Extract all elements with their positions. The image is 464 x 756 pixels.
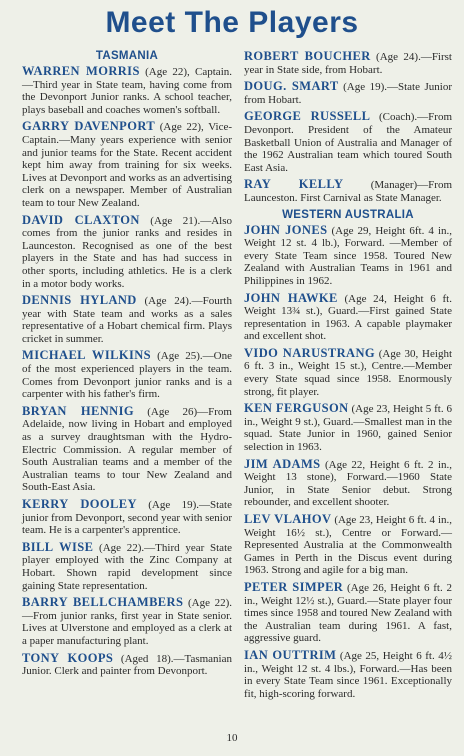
- player-description: (Age 22), Captain.—Third year in State team, having come from the Devonport Junior ranks. A school teacher, plays baseball and coaches women's softball.: [22, 66, 232, 116]
- player-description: (Age 19).—State Junior from Hobart.: [244, 81, 452, 106]
- player-entry: [244, 50, 452, 76]
- player-name: KERRY DOOLEY: [22, 497, 137, 511]
- player-entry: [244, 292, 452, 343]
- player-name: KEN FERGUSON: [244, 401, 349, 416]
- player-description: (Age 26, Height 6 ft. 2 in., Weight 12½ st.), Guard.—State player four times since 1958 and toured New Zealand with the Australian team during 1961. A fast, aggressive guard.: [244, 581, 452, 645]
- player-name: DENNIS HYLAND: [22, 293, 137, 308]
- player-entry: [22, 349, 232, 400]
- player-description: (Age 25).—One of the most experienced players in the team. Comes from Devonport junior ranks and is a carpenter with his father's firm.: [22, 350, 232, 401]
- player-name: RAY KELLY: [244, 177, 344, 192]
- player-description: (Aged 18).—Tasmanian Junior. Clerk and painter from Devonport.: [22, 652, 232, 678]
- player-entry: [22, 498, 232, 537]
- player-entry: [22, 120, 232, 209]
- player-description: (Age 24, Height 6 ft. Weight 13¾ st.), Guard.—First gained State representation in 1963. A capable playmaker and excellent shot.: [244, 292, 452, 343]
- player-name: WARREN MORRIS: [22, 64, 140, 78]
- player-name: JIM ADAMS: [244, 456, 321, 471]
- player-entry: [244, 110, 452, 174]
- player-name: IAN OUTTRIM: [244, 647, 337, 662]
- player-entry: [244, 178, 452, 204]
- player-name: VIDO NARUSTRANG: [244, 345, 375, 360]
- player-entry: [22, 405, 232, 494]
- player-entry: [244, 581, 452, 645]
- player-description: (Age 26)—From Adelaide, now living in Hobart and employed as a survey draughtsman with the Hydro-Electric Commission. A regular member of South Australian teams and a member of the Australian teams to tour New Zealand and South-East Asia.: [22, 405, 232, 494]
- player-entry: [244, 224, 452, 288]
- tasmania-officials-list: [244, 50, 452, 205]
- player-name: BARRY BELLCHAMBERS: [22, 595, 184, 610]
- player-entry: [22, 294, 232, 345]
- player-description: (Coach).—From Devonport. President of the Amateur Basketball Union of Australia and Manager of the 1962 Australian team which toured South East Asia.: [244, 111, 452, 174]
- player-entry: [244, 649, 452, 700]
- player-name: BILL WISE: [22, 539, 94, 554]
- player-entry: [244, 402, 452, 453]
- player-entry: [244, 80, 452, 106]
- player-name: ROBERT BOUCHER: [244, 49, 371, 63]
- player-name: JOHN JONES: [244, 222, 328, 237]
- player-name: MICHAEL WILKINS: [22, 348, 151, 363]
- player-description: (Age 23, Height 5 ft. 6 in., Weight 9 st.), Guard.—Smallest man in the squad. State Junior in 1960, gained Senior selection in 1963.: [244, 403, 452, 454]
- player-description: (Age 22).—From junior ranks, first year in State senior. Lives at Ulverstone and employed as a clerk at a paper manufacturing plant.: [22, 597, 232, 647]
- left-column: [22, 50, 232, 682]
- player-description: (Age 25, Height 6 ft. 4½ in., Weight 12 st. 4 lbs.), Forward.—Has been in every State Team since 1961. Exceptionally fit, high-scoring forward.: [244, 649, 452, 700]
- page-title: Meet The Players: [105, 6, 359, 39]
- player-name: JOHN HAWKE: [244, 290, 338, 305]
- player-entry: [22, 652, 232, 678]
- player-name: GEORGE RUSSELL: [244, 109, 371, 124]
- player-entry: [244, 458, 452, 509]
- player-description: (Manager)—From Launceston. First Carnival as State Manager.: [244, 179, 452, 204]
- player-name: TONY KOOPS: [22, 650, 114, 665]
- player-entry: [22, 541, 232, 592]
- player-name: DOUG. SMART: [244, 79, 339, 94]
- section-heading-western-australia: WESTERN AUSTRALIA: [282, 208, 414, 221]
- western-australia-player-list: [244, 224, 452, 701]
- player-description: (Age 23, Height 6 ft. 4 in., Weight 16½ st.), Centre or Forward.—Represented Australia at the Commonwealth Games in Perth in the Discus event during 1963. Strong and agile for a big man.: [244, 514, 452, 577]
- player-entry: [244, 513, 452, 577]
- player-description: (Age 24).—First year in State side, from Hobart.: [244, 51, 452, 76]
- player-entry: [22, 65, 232, 116]
- tasmania-player-list: [22, 65, 232, 678]
- player-description: (Age 24).—Fourth year with State team and works as a sales representative of a Hobart chemical firm. Plays cricket in summer.: [22, 295, 232, 345]
- player-name: BRYAN HENNIG: [22, 403, 134, 418]
- player-name: GARRY DAVENPORT: [22, 119, 156, 134]
- player-name: DAVID CLAXTON: [22, 212, 140, 227]
- player-description: (Age 22).—Third year State player employed with the Zinc Company at Hobart. Shown rapid development since gaining State representation.: [22, 541, 233, 592]
- player-description: (Age 22, Height 6 ft. 2 in., Weight 13 stone), Forward.—1960 State Junior, in State Senior debut. Strong rebounder, and excellent shooter.: [244, 458, 452, 509]
- player-description: (Age 19).—State junior from Devonport, second year with senior team. He is a carpenter's apprentice.: [22, 499, 232, 537]
- right-column: [244, 50, 452, 704]
- player-entry: [244, 347, 452, 398]
- page-number: 10: [226, 732, 238, 744]
- player-description: (Age 29, Height 6ft. 4 in., Weight 12 st. 4 lb.), Forward. —Member of every State Team since 1958. Toured New Zealand with Australian Teams in 1961 and Philippines in 1962.: [244, 224, 453, 287]
- player-name: LEV VLAHOV: [244, 512, 332, 526]
- player-description: (Age 30, Height 6 ft. 3 in., Weight 15 st.), Centre.—Member every State squad since 1958. Enormously strong, fit player.: [244, 347, 452, 398]
- player-description: (Age 22), Vice-Captain.—Many years experience with senior and junior teams for the State. Recent accident kept him away from training for six weeks. Lives at Devonport and works as an advertising clerk on a newspaper. Member of Australian team to tour New Zealand.: [22, 121, 232, 209]
- player-description: (Age 21).—Also comes from the junior ranks and resides in Launceston. Recognised as one of the best players in the State and has had success in other sports, including athletics. He is a clerk in a motor body works.: [22, 214, 232, 290]
- player-name: PETER SIMPER: [244, 579, 344, 594]
- section-heading-tasmania: TASMANIA: [95, 50, 159, 62]
- player-entry: [22, 596, 232, 647]
- player-entry: [22, 214, 232, 291]
